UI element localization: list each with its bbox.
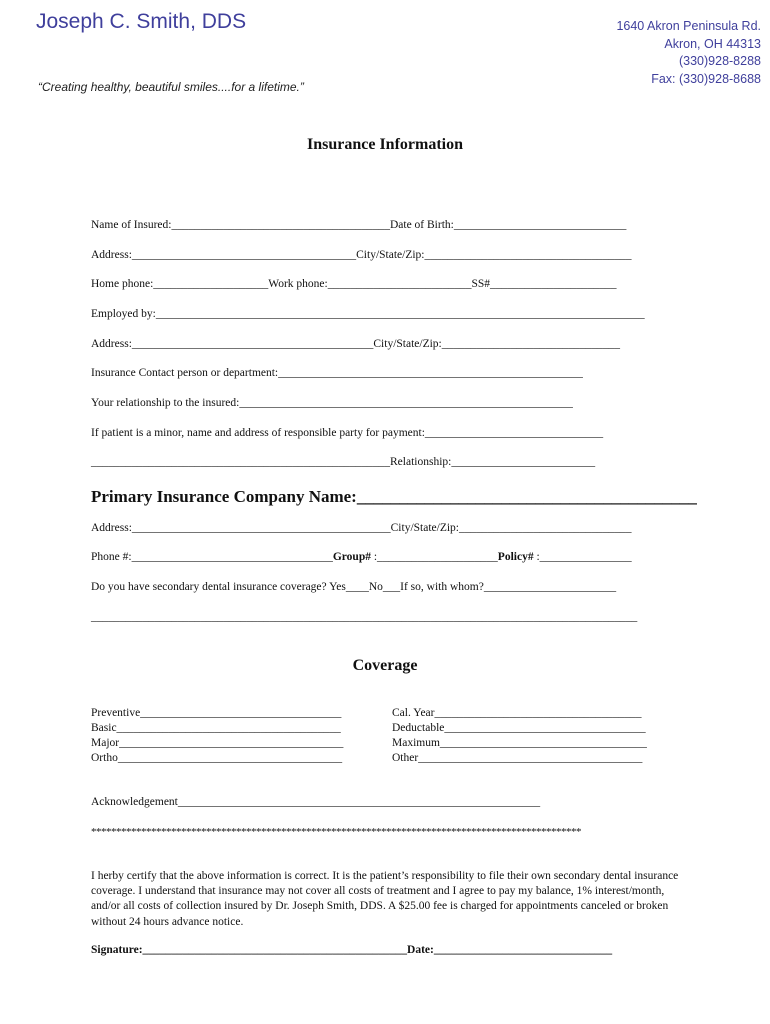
deductable-field[interactable]: Deductable___________________________________ <box>392 722 646 734</box>
relationship-to-insured-field[interactable]: Your relationship to the insured:__________________________________________________________ <box>91 397 573 409</box>
address-phone: (330)928-8288 <box>678 54 761 68</box>
primary-insurance-company-field[interactable]: Primary Insurance Company Name:________________________________________ <box>91 487 697 506</box>
responsible-party-relationship-field[interactable]: ____________________________________________________Relationship:_________________________ <box>91 456 596 468</box>
insured-address-field[interactable]: Address:_______________________________________City/State/Zip:____________________________________ <box>91 249 632 261</box>
insurance-contact-field[interactable]: Insurance Contact person or department:_____________________________________________________ <box>91 367 583 379</box>
responsible-party-field[interactable]: If patient is a minor, name and address of responsible party for payment:_______________________________ <box>91 427 604 439</box>
field-segment: Phone #:___________________________________ <box>91 551 333 563</box>
secondary-coverage-field[interactable] <box>91 581 616 593</box>
company-address-field[interactable] <box>91 522 632 534</box>
coverage-left-column <box>91 706 343 766</box>
employed-by-field[interactable]: Employed by:_____________________________________________________________________________________ <box>91 308 645 320</box>
company-phone-group-policy-field[interactable] <box>91 551 632 563</box>
field-segment: _______________________________________________________________________________________________ <box>91 611 638 623</box>
preventive-field[interactable]: Preventive___________________________________ <box>91 707 342 719</box>
certification-text: I herby certify that the above information is correct. It is the patient’s responsibility to file their own secondary dental insurance coverage. I understand that insurance may not cover all costs of treatment and I agree to pay my balance, 1% interest/month, and/or all costs of collection insured by Dr. Joseph Smith, DDS. A $25.00 fee is charged for appointments canceled or broken without 24 hours advance notice. <box>91 870 679 928</box>
ortho-field[interactable]: Ortho_______________________________________ <box>91 752 343 764</box>
tagline: “Creating healthy, beautiful smiles....for a lifetime.” <box>38 80 304 94</box>
secondary-coverage-detail-field[interactable] <box>91 611 637 623</box>
address-street: 1640 Akron Peninsula Rd. <box>616 19 761 33</box>
employer-address-field[interactable]: Address:__________________________________________City/State/Zip:_______________________________ <box>91 338 620 350</box>
form-title: Insurance Information <box>306 136 463 153</box>
separator-line: ************************************************************************************************** <box>91 826 581 838</box>
cal-year-field[interactable]: Cal. Year____________________________________ <box>392 707 642 719</box>
field-label-bold: Group# <box>332 551 371 563</box>
other-field[interactable]: Other_______________________________________ <box>392 752 643 764</box>
address-city: Akron, OH 44313 <box>664 36 761 51</box>
practice-address <box>616 18 761 88</box>
field-segment: Do you have secondary dental insurance coverage? Yes____No___If so, with whom?_______________________ <box>91 581 617 593</box>
major-field[interactable]: Major_______________________________________ <box>91 737 344 749</box>
maximum-field[interactable]: Maximum____________________________________ <box>392 737 647 749</box>
acknowledgement-field[interactable]: Acknowledgement_______________________________________________________________ <box>91 796 541 808</box>
field-segment: :_____________________ <box>370 551 498 563</box>
address-fax: Fax: (330)928-8688 <box>651 71 761 86</box>
signature-date-field[interactable]: Signature:______________________________________________Date:_______________________________ <box>91 944 613 956</box>
coverage-right-column <box>392 706 647 766</box>
practice-name: Joseph C. Smith, DDS <box>36 10 247 33</box>
field-segment: :________________ <box>533 551 632 563</box>
field-label-bold: Policy# <box>497 551 534 563</box>
basic-field[interactable]: Basic_______________________________________ <box>91 722 341 734</box>
field-segment: Address:_____________________________________________City/State/Zip:______________________________ <box>91 522 632 534</box>
phone-ss-field[interactable]: Home phone:____________________Work phone:_________________________SS#______________________ <box>91 278 617 290</box>
name-of-insured-field[interactable]: Name of Insured:______________________________________Date of Birth:______________________________ <box>91 219 627 231</box>
coverage-title: Coverage <box>352 657 418 674</box>
